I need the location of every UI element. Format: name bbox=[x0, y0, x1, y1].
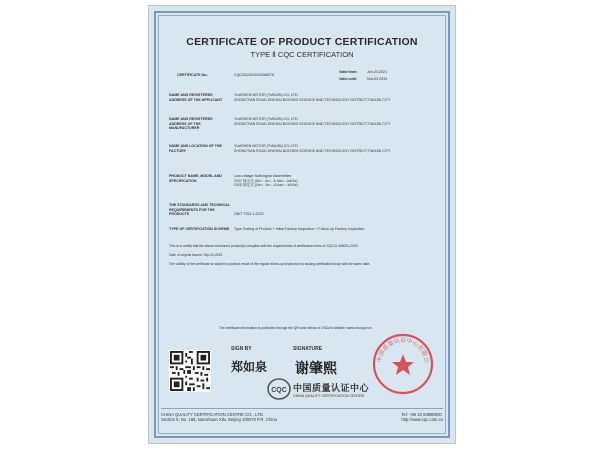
org-name-en: CHINA QUALITY CERTIFICATION CENTRE bbox=[293, 394, 365, 398]
certificate-no-label: CERTIFICATE No.: bbox=[177, 73, 209, 77]
qr-code-icon bbox=[170, 351, 210, 391]
valid-from-label: Valid from: bbox=[339, 70, 358, 74]
footer-right bbox=[401, 412, 443, 423]
factory-block bbox=[234, 144, 424, 153]
applicant-label: NAME AND REGISTERED ADDRESS OF THE APPLICANT bbox=[169, 93, 223, 102]
footer bbox=[161, 408, 443, 423]
stamp-icon bbox=[371, 332, 435, 396]
certificate-no: CQC2013010303566578 bbox=[234, 73, 274, 77]
footer-website[interactable]: http://www.cqc.com.cn bbox=[401, 417, 443, 423]
standards-value: GB/T 7251.1-2023 bbox=[234, 212, 264, 216]
valid-until-label: Valid until: bbox=[339, 77, 358, 81]
scheme-label: TYPE OF CERTIFICATION SCHEME bbox=[169, 227, 230, 231]
applicant-name: YUASHEN MOTOR (TIANJIN) CO.,LTD. bbox=[234, 93, 299, 97]
verify-note: The certificate information is published through the QR code below or CNCA's website: www.cnca.gov.cn bbox=[219, 326, 372, 330]
statement-3: The validity of the certificate is subject to positive result of the regular follow-up inspection by issuing certification body with the same date. bbox=[169, 262, 371, 266]
factory-label: NAME AND LOCATION OF THE FACTORY bbox=[169, 144, 222, 153]
certificate-subtitle: TYPE Ⅱ CQC CERTIFICATION bbox=[250, 50, 354, 59]
valid-from bbox=[339, 70, 387, 74]
manufacturer-name: YUASHEN MOTOR (TIANJIN) CO.,LTD. bbox=[234, 117, 299, 121]
official-stamp bbox=[371, 332, 435, 401]
factory-address: ZHONGTIAN ROAD JINGHAI BOCHEN SCIENCE AND TECHNOLOGY DISTRICT,TIANJIN CITY bbox=[234, 148, 391, 153]
manufacturer-address: ZHONGTIAN ROAD JINGHAI BOCHEN SCIENCE AND TECHNOLOGY DISTRICT,TIANJIN CITY bbox=[234, 121, 391, 126]
cqc-logo-text: CQC bbox=[271, 387, 287, 394]
signature-handwritten: 谢肇熙 bbox=[295, 361, 337, 377]
cqc-logo bbox=[267, 378, 291, 405]
statement-1: This is to certify that the above mentioned product(s) complies with the requirements of certification rules of CQC12-465001-2020. bbox=[169, 244, 359, 248]
footer-tel: Tel: +86 10 83886000 bbox=[401, 412, 442, 417]
manufacturer-block bbox=[234, 117, 434, 126]
scheme-value: Type Testing of Product + Initial Factory Inspection + Follow-up Factory Inspection bbox=[234, 227, 365, 231]
qr-code[interactable] bbox=[169, 350, 211, 392]
certificate-title: CERTIFICATE OF PRODUCT CERTIFICATION bbox=[186, 36, 418, 48]
standards-label: THE STANDARDS AND TECHNICAL REQUIREMENTS FOR THE PRODUCTS bbox=[169, 203, 230, 217]
valid-until-value: Nov.03,2033 bbox=[367, 77, 388, 81]
product-block bbox=[234, 174, 434, 188]
factory-name: YUASHEN MOTOR (TIANJIN) CO.,LTD. bbox=[234, 144, 299, 148]
statement-2: Date of original issued: Sep.20,2023. bbox=[169, 253, 224, 257]
product-line-3: GGD 固定式 (Ue=...Ie=...A Icw=...kA/1s) bbox=[234, 183, 298, 188]
applicant-block bbox=[234, 93, 434, 102]
footer-org: CHINA QUALITY CERTIFICATION CENTRE CO., LTD. bbox=[161, 412, 264, 417]
org-name-cn: 中国质量认证中心 bbox=[293, 383, 370, 393]
product-line-2: GCK 抽出式 (Ue=...Ie=...A Icw=...kA/1s) bbox=[234, 178, 298, 183]
valid-until bbox=[339, 77, 387, 81]
applicant-address: ZHONGTIAN ROAD JINGHAI BOCHEN SCIENCE AND TECHNOLOGY DISTRICT,TIANJIN CITY bbox=[234, 97, 391, 102]
sign-by-signature: 郑如泉 bbox=[231, 360, 268, 374]
cqc-logo-icon bbox=[267, 378, 291, 400]
signature-label: SIGNATURE bbox=[293, 346, 323, 352]
manufacturer-label: NAME AND REGISTERED ADDRESS OF THE MANUFACTURER bbox=[169, 117, 213, 131]
stamp-text: 中国质量认证中心有限公 bbox=[375, 336, 431, 364]
product-label: PRODUCT NAME, MODEL AND SPECIFICATION bbox=[169, 174, 222, 183]
footer-left bbox=[161, 412, 277, 423]
sign-by-label: SIGN BY bbox=[231, 346, 252, 352]
valid-from-value: Jun.20,2024 bbox=[367, 70, 387, 74]
footer-address: Section 9, No. 188, Nansihuan Xilu, Beijing 100070 P.R. China bbox=[161, 417, 277, 423]
product-line-1: Low-voltage Switchgear Assemblies bbox=[234, 174, 292, 178]
certificate bbox=[148, 5, 456, 444]
